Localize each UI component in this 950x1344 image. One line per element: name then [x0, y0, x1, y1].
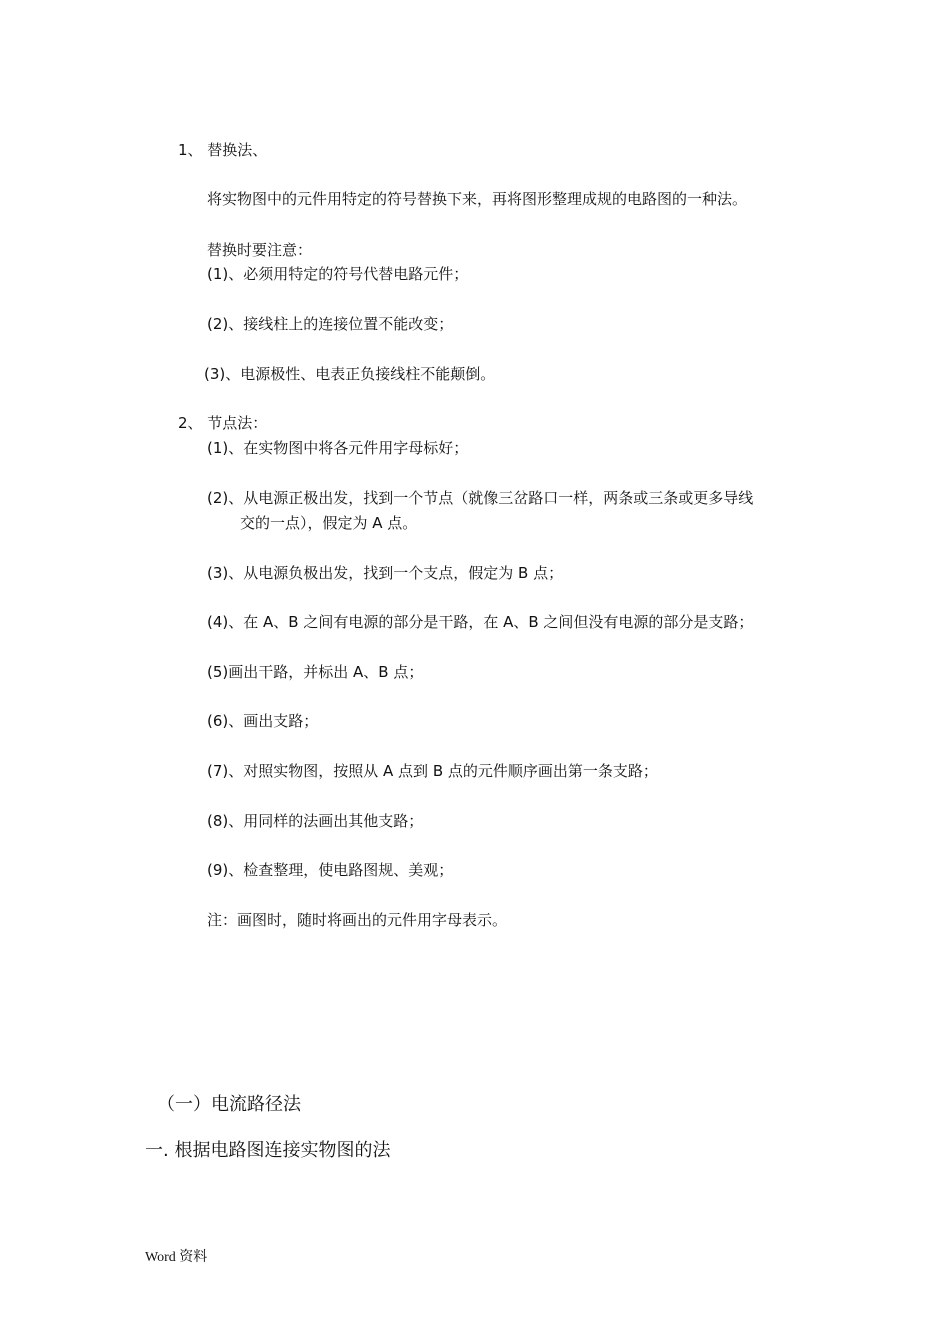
heading-current-path-method: （一）电流路径法: [157, 1094, 301, 1115]
footer-label: Word 资料: [145, 1250, 208, 1265]
section1-heading: 1、 替换法、: [178, 141, 268, 159]
section2-step: (3)、从电源负极出发，找到一个支点，假定为 B 点；: [207, 564, 564, 582]
section1-note-item: (2)、接线柱上的连接位置不能改变；: [207, 315, 454, 333]
section2-note: 注：画图时，随时将画出的元件用字母表示。: [207, 911, 508, 929]
section2-step: (4)、在 A、B 之间有电源的部分是干路，在 A、B 之间但没有电源的部分是支路；: [207, 613, 754, 631]
section2-step: (9)、检查整理，使电路图规、美观；: [207, 861, 454, 879]
heading-circuit-to-physical: 一. 根据电路图连接实物图的法: [145, 1140, 391, 1161]
section2-step: (2)、从电源正极出发，找到一个节点（就像三岔路口一样，两条或三条或更多导线: [207, 489, 754, 507]
section2-heading: 2、 节点法：: [178, 414, 268, 432]
section1-note-item: (1)、必须用特定的符号代替电路元件；: [207, 265, 469, 283]
section2-step: (5)画出干路，并标出 A、B 点；: [207, 663, 424, 681]
section2-step: (6)、画出支路；: [207, 712, 319, 730]
section2-step: (1)、在实物图中将各元件用字母标好；: [207, 439, 469, 457]
section2-step: (7)、对照实物图，按照从 A 点到 B 点的元件顺序画出第一条支路；: [207, 762, 658, 780]
section1-notes-title: 替换时要注意：: [207, 241, 313, 259]
section1-description: 将实物图中的元件用特定的符号替换下来，再将图形整理成规的电路图的一种法。: [207, 190, 748, 208]
section2-step: (8)、用同样的法画出其他支路；: [207, 812, 424, 830]
section1-note-item: (3)、电源极性、电表正负接线柱不能颠倒。: [204, 365, 496, 383]
section2-step-continuation: 交的一点），假定为 A 点。: [240, 514, 418, 532]
